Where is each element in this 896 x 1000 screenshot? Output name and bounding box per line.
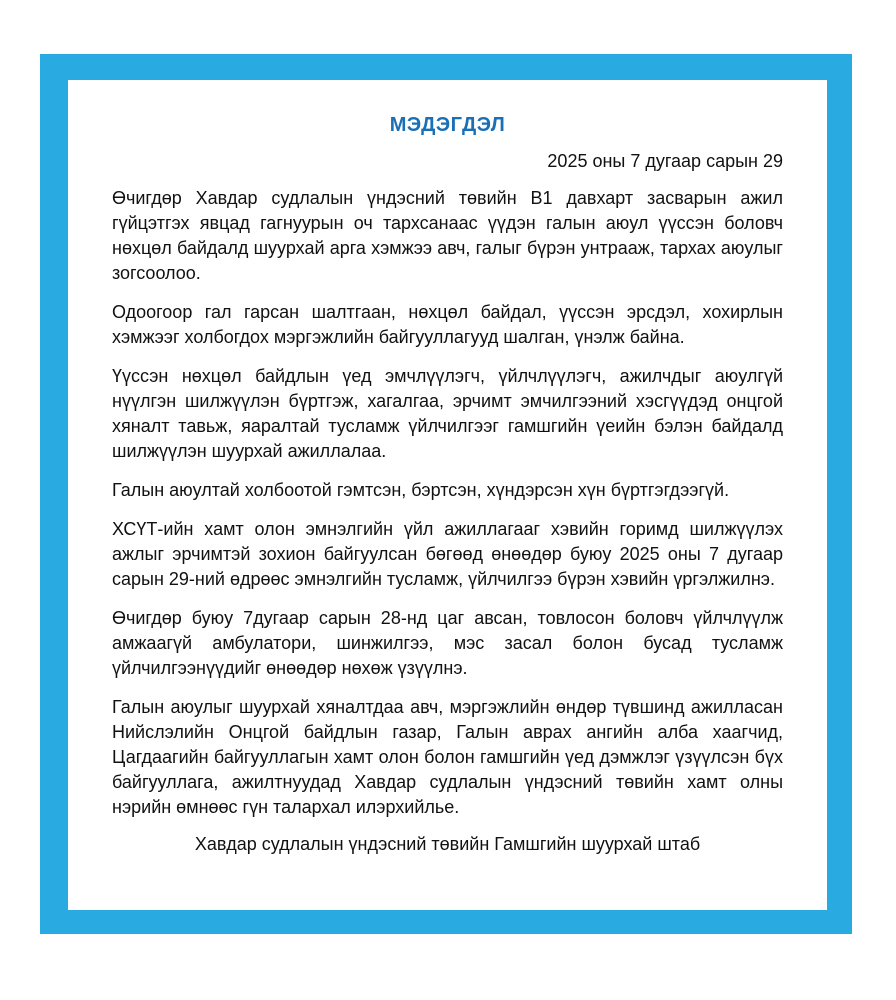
paragraph-fire-incident: Өчигдөр Хавдар судлалын үндэсний төвийн В1 давхарт засварын ажил гүйцэтгэх явцад гагнуурын оч тархсанаас үүдэн галын аюул үүссэн боловч нөхцөл байдалд шуурхай арга хэмжээ авч, галыг бүрэн унтрааж, тархах аюулыг зогсоолоо. [112,188,783,283]
paragraph-normal-operations: ХСҮТ-ийн хамт олон эмнэлгийн үйл ажиллагааг хэвийн горимд шилжүүлэх ажлыг эрчимтэй зохион байгуулсан бөгөөд өнөөдөр буюу 2025 оны 7 дугаар сарын 29-ний өдрөөс эмнэлгийн тусламж, үйлчилгээ бүрэн хэвийн үргэлжилнэ. [112,519,783,589]
notice-sheet [68,80,827,910]
paragraph-gratitude: Галын аюулыг шуурхай хяналтдаа авч, мэргэжлийн өндөр түвшинд ажилласан Нийслэлийн Онцгой байдлын газар, Галын аврах ангийн алба хаагчид, Цагдаагийн байгууллагын хамт олон болон гамшгийн үед дэмжлэг үзүүлсэн бүх байгууллага, ажилтнуудад Хавдар судлалын үндэсний төвийн хамт олны нэрийн өмнөөс гүн талархал илэрхийлье. [112,697,783,817]
paragraph-evacuation: Үүссэн нөхцөл байдлын үед эмчлүүлэгч, үйлчлүүлэгч, ажилчдыг аюулгүй нүүлгэн шилжүүлэн бүртгэж, хагалгаа, эрчимт эмчилгээний хэсгүүдэд онцгой хяналт тавьж, яаралтай тусламж үйлчилгээг гамшгийн үеийн бэлэн байдалд шилжүүлэн шуурхай ажиллалаа. [112,366,783,461]
paragraph-rescheduled-services: Өчигдөр буюу 7дугаар сарын 28-нд цаг авсан, товлосон боловч үйлчлүүлж амжаагүй амбулатори, шинжилгээ, мэс засал болон бусад тусламж үйлчилгээнүүдийг өнөөдөр нөхөж үзүүлнэ. [112,608,783,678]
notice-title: МЭДЭГДЭЛ [389,114,506,136]
paragraph-no-injuries: Галын аюултай холбоотой гэмтсэн, бэртсэн, хүндэрсэн хүн бүртгэгдээгүй. [112,480,730,500]
notice-date: 2025 оны 7 дугаар сарын 29 [547,151,783,171]
paragraph-investigation: Одоогоор гал гарсан шалтгаан, нөхцөл байдал, үүссэн эрсдэл, хохирлын хэмжээг холбогдох мэргэжлийн байгууллагууд шалган, үнэлж байна. [112,302,783,347]
notice-signature: Хавдар судлалын үндэсний төвийн Гамшгийн шуурхай штаб [194,834,701,854]
